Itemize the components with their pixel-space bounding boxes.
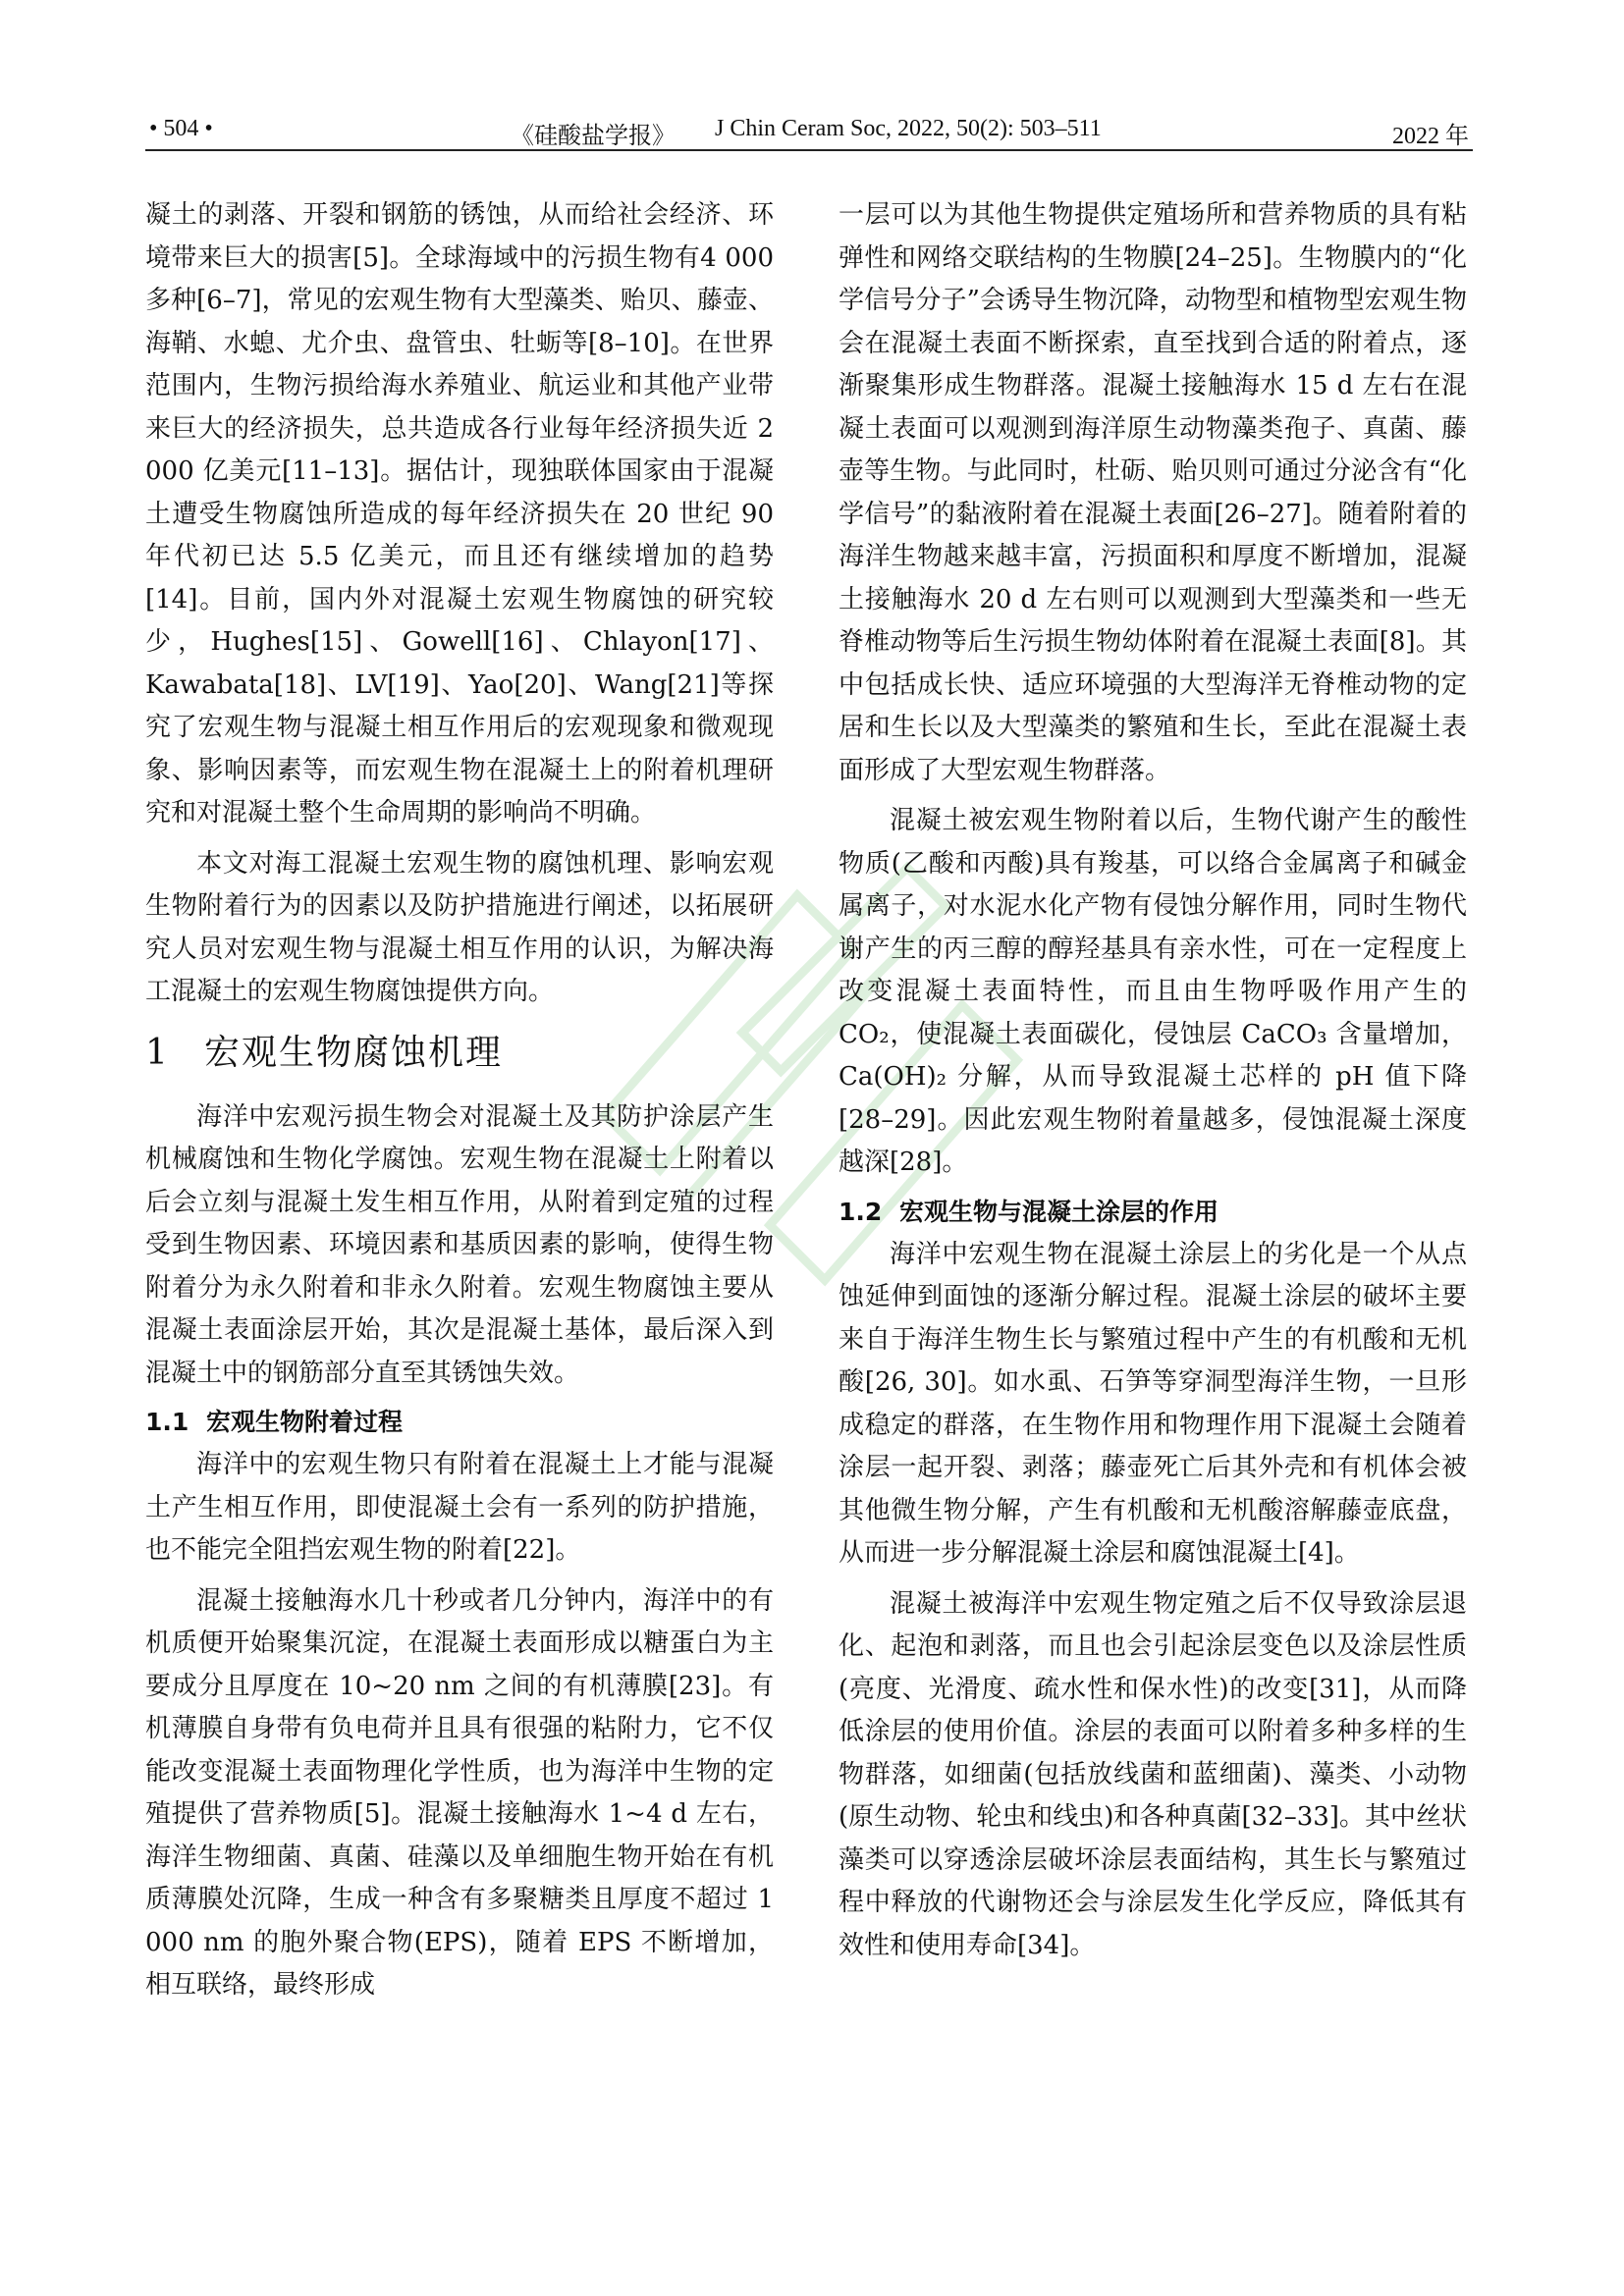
paragraph: 海洋中的宏观生物只有附着在混凝土上才能与混凝土产生相互作用，即使混凝土会有一系列的防护措施，也不能完全阻挡宏观生物的附着[22]。 — [145, 1450, 774, 1565]
journal-citation: J Chin Ceram Soc, 2022, 50(2): 503–511 — [715, 116, 1102, 141]
page-number: • 504 • — [149, 116, 213, 141]
right-column — [839, 194, 1467, 1967]
journal-name: 《硅酸盐学报》 — [511, 124, 676, 149]
subsection-title: 宏观生物与混凝土涂层的作用 — [899, 1197, 1219, 1226]
paragraph: 凝土的剥落、开裂和钢筋的锈蚀，从而给社会经济、环境带来巨大的损害[5]。全球海域中的污损生物有4 000 多种[6–7]，常见的宏观生物有大型藻类、贻贝、藤壶、海鞘、水螅、尤介虫、盘管虫、牡蛎等[8–10]。在世界范围内，生物污损给海水养殖业、航运业和其他产业带来巨大的经济损失，总共造成各行业每年经济损失近 2 000 亿美元[11–13]。据估计，现独联体国家由于混凝土遭受生物腐蚀所造成的每年经济损失在 20 世纪 90 年代初已达 5.5 亿美元，而且还有继续增加的趋势[14]。目前，国内外对混凝土宏观生物腐蚀的研究较少，Hughes[15]、Gowell[16]、Chlayon[17]、Kawabata[18]、LV[19]、Yao[20]、Wang[21]等探究了宏观生物与混凝土相互作用后的宏观现象和微观现象、影响因素等，而宏观生物在混凝土上的附着机理研究和对混凝土整个生命周期的影响尚不明确。 — [145, 200, 774, 828]
header-year: 2022 年 — [1392, 124, 1469, 149]
section-title: 宏观生物腐蚀机理 — [204, 1032, 504, 1073]
section-number: 1 — [145, 1032, 170, 1073]
section-heading-1 — [145, 1028, 774, 1079]
subsection-heading-1-1 — [145, 1405, 774, 1440]
paragraph: 海洋中宏观污损生物会对混凝土及其防护涂层产生机械腐蚀和生物化学腐蚀。宏观生物在混凝土上附着以后会立刻与混凝土发生相互作用，从附着到定殖的过程受到生物因素、环境因素和基质因素的影响，使得生物附着分为永久附着和非永久附着。宏观生物腐蚀主要从混凝土表面涂层开始，其次是混凝土基体，最后深入到混凝土中的钢筋部分直至其锈蚀失效。 — [145, 1101, 774, 1388]
left-column — [145, 194, 774, 2007]
paragraph: 混凝土被海洋中宏观生物定殖之后不仅导致涂层退化、起泡和剥落，而且也会引起涂层变色以及涂层性质(亮度、光滑度、疏水性和保水性)的改变[31]，从而降低涂层的使用价值。涂层的表面可以附着多种多样的生物群落，如细菌(包括放线菌和蓝细菌)、藻类、小动物(原生动物、轮虫和线虫)和各种真菌[32–33]。其中丝状藻类可以穿透涂层破坏涂层表面结构，其生长与繁殖过程中释放的代谢物还会与涂层发生化学反应，降低其有效性和使用寿命[34]。 — [839, 1588, 1467, 1960]
paragraph: 本文对海工混凝土宏观生物的腐蚀机理、影响宏观生物附着行为的因素以及防护措施进行阐述，以拓展研究人员对宏观生物与混凝土相互作用的认识，为解决海工混凝土的宏观生物腐蚀提供方向。 — [145, 848, 774, 1006]
header-rule — [145, 149, 1473, 151]
subsection-number: 1.2 — [839, 1197, 883, 1226]
paragraph: 一层可以为其他生物提供定殖场所和营养物质的具有粘弹性和网络交联结构的生物膜[24–25]。生物膜内的“化学信号分子”会诱导生物沉降，动物型和植物型宏观生物会在混凝土表面不断探索，直至找到合适的附着点，逐渐聚集形成生物群落。混凝土接触海水 15 d 左右在混凝土表面可以观测到海洋原生动物藻类孢子、真菌、藤壶等生物。与此同时，杜砺、贻贝则可通过分泌含有“化学信号”的黏液附着在混凝土表面[26–27]。随着附着的海洋生物越来越丰富，污损面积和厚度不断增加，混凝土接触海水 20 d 左右则可以观测到大型藻类和一些无脊椎动物等后生污损生物幼体附着在混凝土表面[8]。其中包括成长快、适应环境强的大型海洋无脊椎动物的定居和生长以及大型藻类的繁殖和生长，至此在混凝土表面形成了大型宏观生物群落。 — [839, 200, 1467, 785]
paragraph: 混凝土被宏观生物附着以后，生物代谢产生的酸性物质(乙酸和丙酸)具有羧基，可以络合金属离子和碱金属离子，对水泥水化产物有侵蚀分解作用，同时生物代谢产生的丙三醇的醇羟基具有亲水性，可在一定程度上改变混凝土表面特性，而且由生物呼吸作用产生的 CO₂，使混凝土表面碳化，侵蚀层 CaCO₃ 含量增加，Ca(OH)₂ 分解，从而导致混凝土芯样的 pH 值下降[28–29]。因此宏观生物附着量越多，侵蚀混凝土深度越深[28]。 — [839, 806, 1467, 1177]
paragraph: 混凝土接触海水几十秒或者几分钟内，海洋中的有机质便开始聚集沉淀，在混凝土表面形成以糖蛋白为主要成分且厚度在 10~20 nm 之间的有机薄膜[23]。有机薄膜自身带有负电荷并且具有很强的粘附力，它不仅能改变混凝土表面物理化学性质，也为海洋中生物的定殖提供了营养物质[5]。混凝土接触海水 1~4 d 左右，海洋生物细菌、真菌、硅藻以及单细胞生物开始在有机质薄膜处沉降，生成一种含有多聚糖类且厚度不超过 1 000 nm 的胞外聚合物(EPS)，随着 EPS 不断增加，相互联络，最终形成 — [145, 1585, 774, 2000]
subsection-title: 宏观生物附着过程 — [206, 1408, 404, 1436]
subsection-heading-1-2 — [839, 1195, 1467, 1230]
paragraph: 海洋中宏观生物在混凝土涂层上的劣化是一个从点蚀延伸到面蚀的逐渐分解过程。混凝土涂层的破坏主要来自于海洋生物生长与繁殖过程中产生的有机酸和无机酸[26, 30]。如水虱、石笋等穿洞型海洋生物，一旦形成稳定的群落，在生物作用和物理作用下混凝土会随着涂层一起开裂、剥落；藤壶死亡后其外壳和有机体会被其他微生物分解，产生有机酸和无机酸溶解藤壶底盘，从而进一步分解混凝土涂层和腐蚀混凝土[4]。 — [839, 1239, 1467, 1568]
subsection-number: 1.1 — [145, 1408, 189, 1436]
running-header — [145, 110, 1473, 149]
